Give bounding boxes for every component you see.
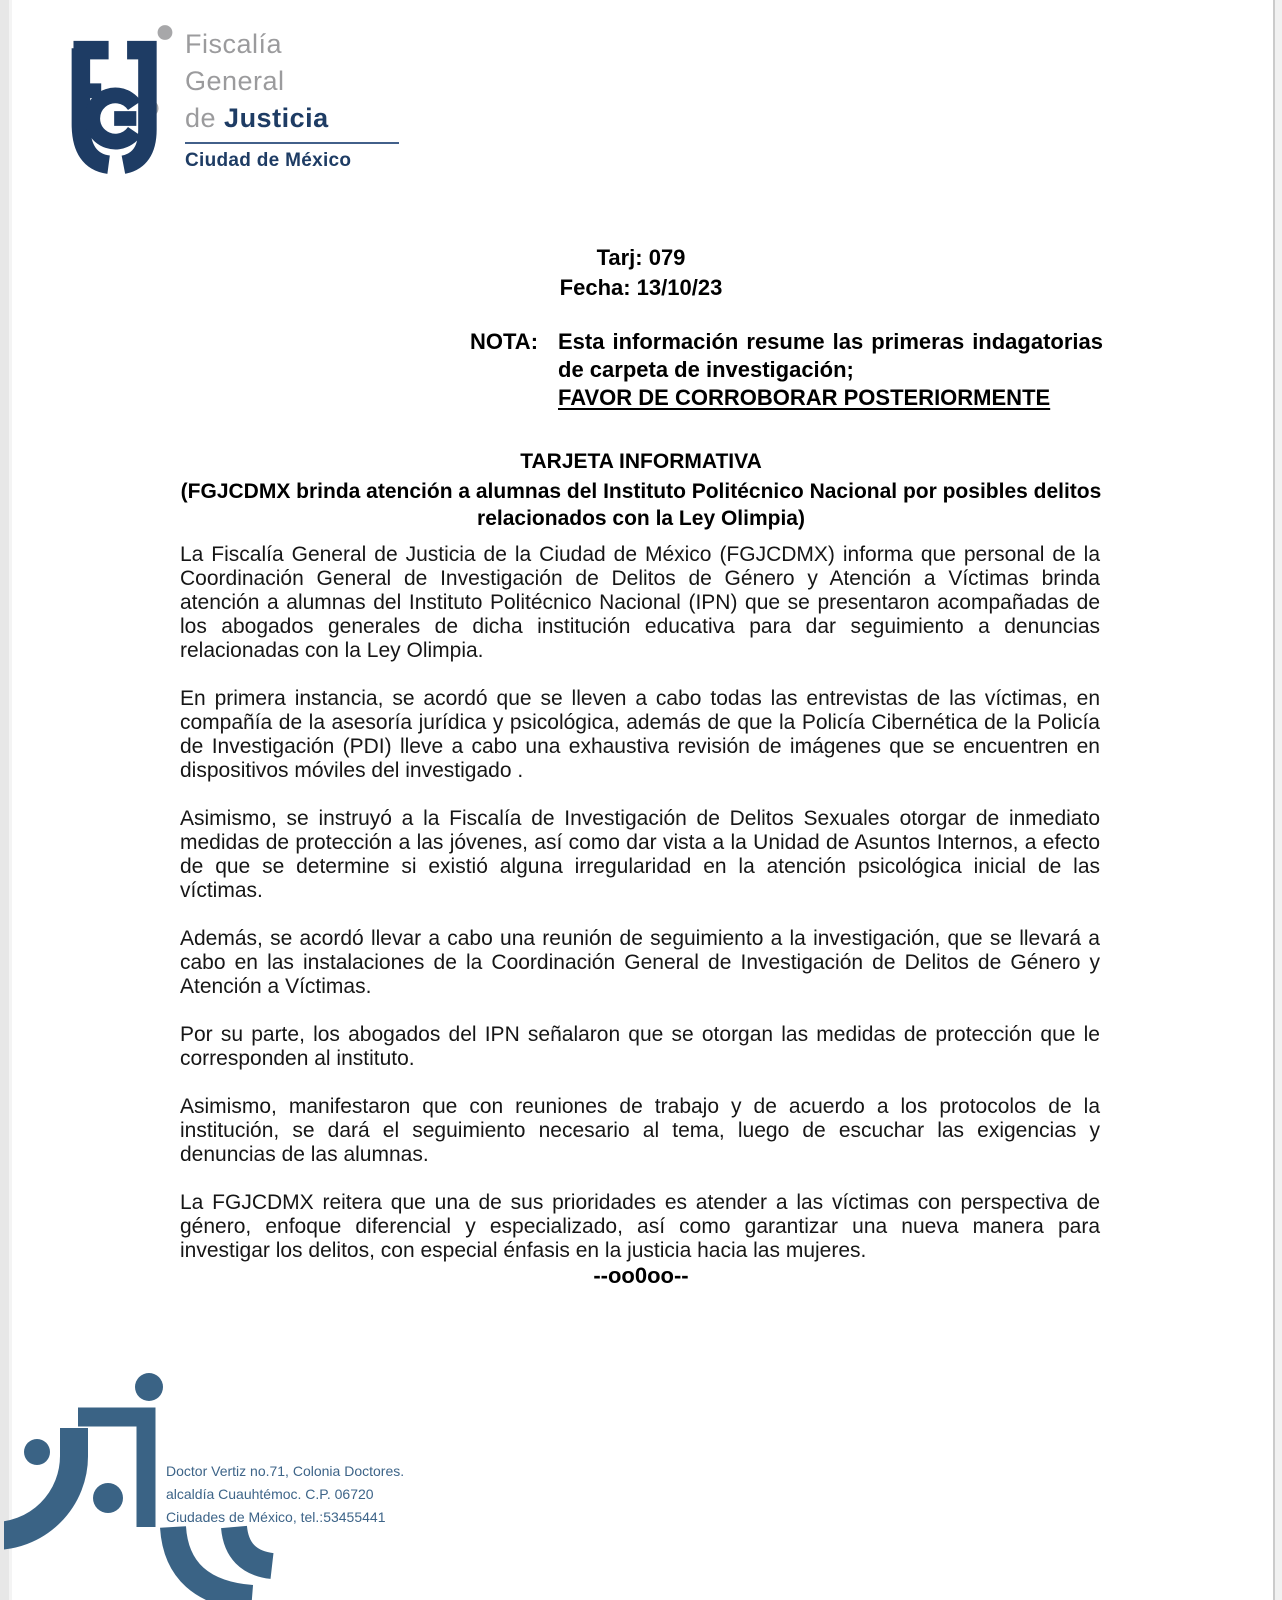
note-label: NOTA: [470, 329, 539, 354]
fgj-shield-monogram-icon [55, 16, 177, 184]
org-name-line3-bold: Justicia [224, 103, 329, 133]
paragraph-6: Asimismo, manifestaron que con reuniones de trabajo y de acuerdo a los protocolos de la institución, se dará el seguimiento necesario al tema, luego de escuchar las exigencias y denuncias de las alumnas. [180, 1095, 1100, 1166]
end-separator: --oo0oo-- [593, 1263, 689, 1288]
org-name-line2: General [185, 66, 285, 96]
document-meta [0, 243, 1282, 303]
org-name-line3 [185, 100, 399, 137]
paragraph-7: La FGJCDMX reitera que una de sus prioridades es atender a las víctimas con perspectiva de género, enfoque diferencial y especializado, así como garantizar una nueva manera para investigar los delitos, con especial énfasis en la justicia hacia las mujeres. [180, 1191, 1100, 1262]
card-number: Tarj: 079 [596, 245, 686, 270]
card-date: Fecha: 13/10/23 [559, 275, 723, 300]
footer-address [166, 1460, 404, 1529]
document-subtitle: (FGJCDMX brinda atención a alumnas del Instituto Politécnico Nacional por posibles delitos relacionados con la Ley Olimpia) [180, 480, 1102, 530]
address-line-3: Ciudades de México, tel.:53455441 [166, 1509, 386, 1525]
org-name-line3-prefix: de [185, 103, 225, 133]
letterhead-text [185, 16, 399, 184]
paragraph-4: Además, se acordó llevar a cabo una reunión de seguimiento a la investigación, que se llevará a cabo en las instalaciones de la Coordinación General de Investigación de Delitos de Género y Atención a Víctimas. [180, 927, 1100, 998]
letterhead [55, 16, 399, 184]
note-block [470, 328, 1103, 412]
org-city: Ciudad de México [185, 150, 352, 171]
paragraph-3: Asimismo, se instruyó a la Fiscalía de Investigación de Delitos Sexuales otorgar de inmediato medidas de protección a las jóvenes, así como dar vista a la Unidad de Asuntos Internos, a efecto de que se determine si existió alguna irregularidad en la atención psicológica inicial de las víctimas. [180, 807, 1100, 902]
org-name-line1: Fiscalía [185, 29, 283, 59]
document-title: TARJETA INFORMATIVA [520, 450, 762, 473]
address-line-2: alcaldía Cuauhtémoc. C.P. 06720 [166, 1486, 374, 1502]
note-warning: FAVOR DE CORROBORAR POSTERIORMENTE [558, 385, 1051, 410]
address-line-1: Doctor Vertiz no.71, Colonia Doctores. [166, 1463, 405, 1479]
paragraph-1: La Fiscalía General de Justicia de la Ciudad de México (FGJCDMX) informa que personal de la Coordinación General de Investigación de Delitos de Género y Atención a Víctimas brinda atención a alumnas del Instituto Politécnico Nacional (IPN) que se presentaron acompañadas de los abogados generales de dicha institución educativa para dar seguimiento a denuncias relacionadas con la Ley Olimpia. [180, 543, 1100, 662]
note-content [558, 328, 1103, 412]
document-body [180, 543, 1100, 1287]
note-text: Esta información resume las primeras indagatorias de carpeta de investigación; [558, 329, 1103, 382]
paragraph-5: Por su parte, los abogados del IPN señalaron que se otorgan las medidas de protección que le corresponden al instituto. [180, 1023, 1100, 1070]
letterhead-divider [185, 142, 399, 144]
paragraph-2: En primera instancia, se acordó que se lleven a cabo todas las entrevistas de las víctimas, en compañía de la asesoría jurídica y psicológica, además de que la Policía Cibernética de la Policía de Investigación (PDI) lleve a cabo una exhaustiva revisión de imágenes que se encuentren en dispositivos móviles del investigado . [180, 687, 1100, 782]
scan-edge-right [1275, 0, 1282, 1600]
